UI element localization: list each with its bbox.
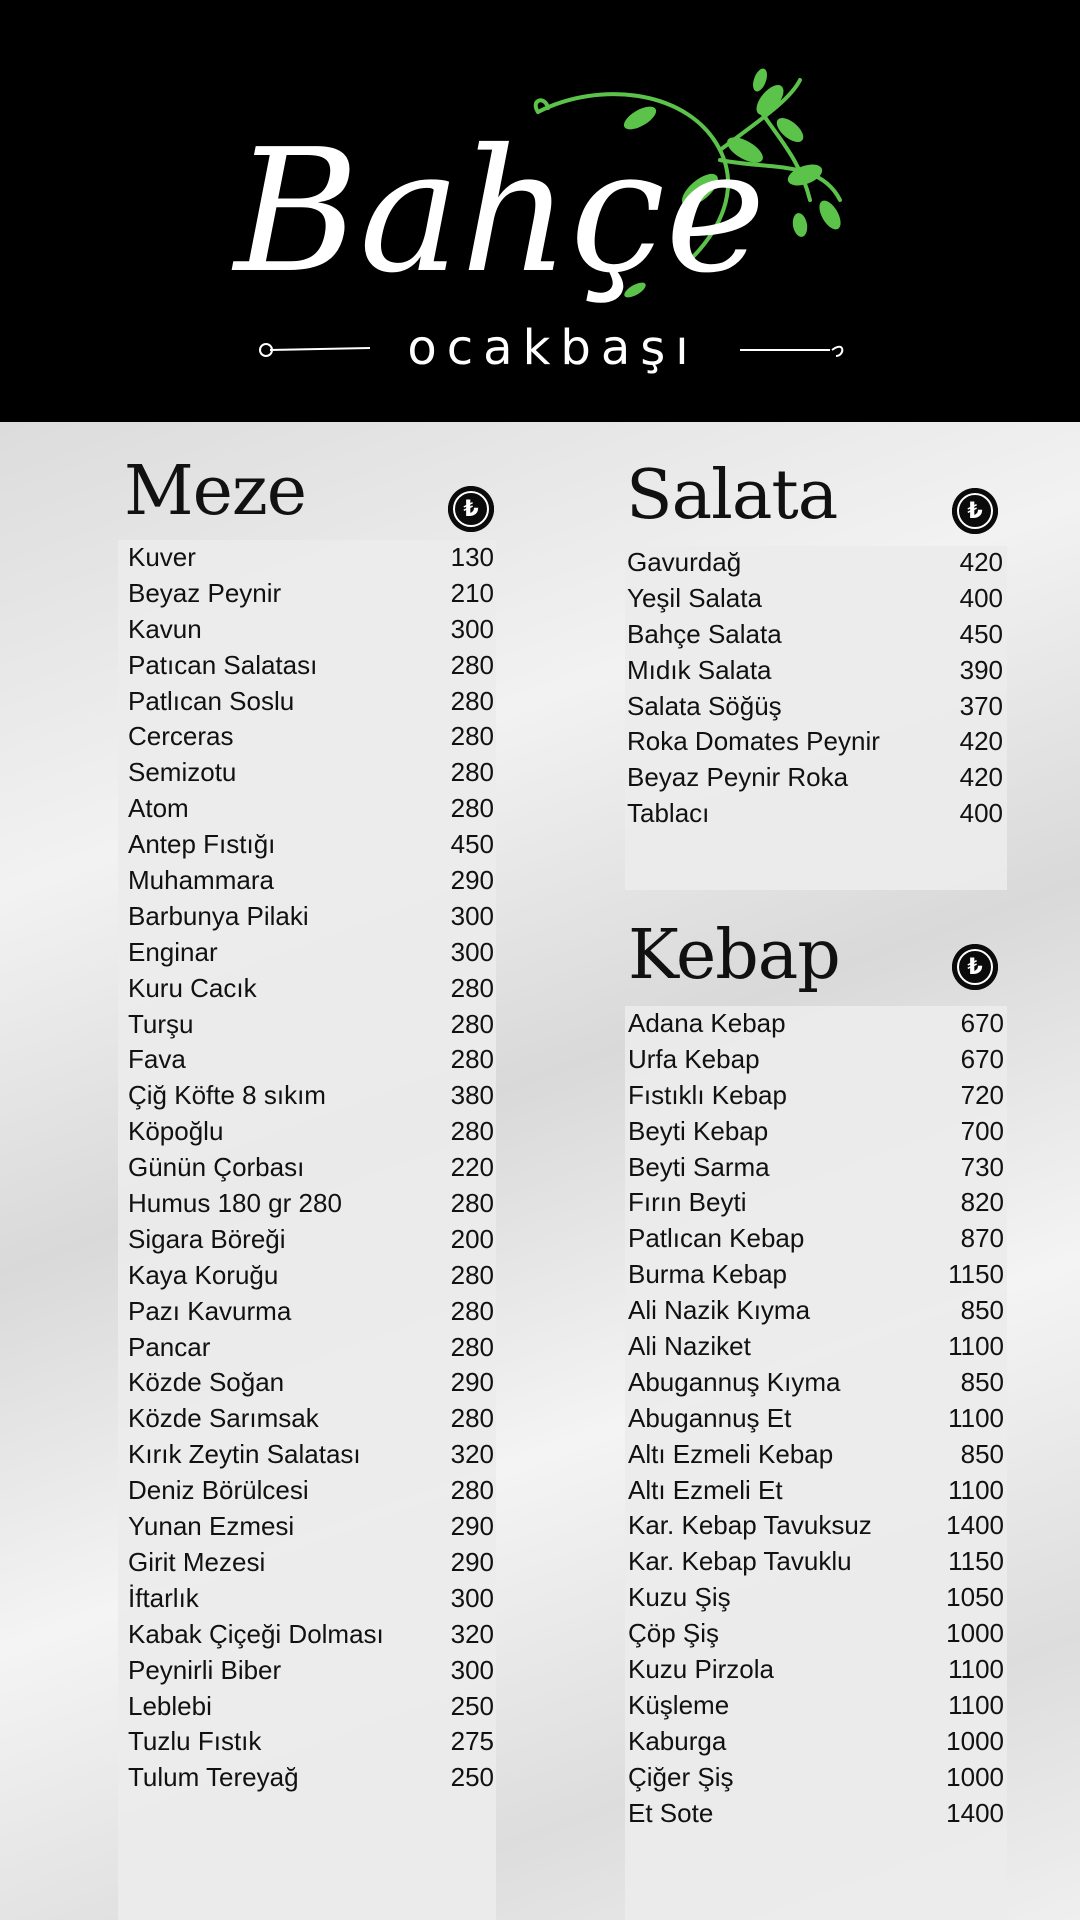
menu-item-name: Beyaz Peynir: [128, 577, 282, 608]
menu-item-price: 450: [450, 829, 494, 860]
menu-item-name: Tulum Tereyağ: [128, 1762, 299, 1793]
menu-item-name: Kar. Kebap Tavuklu: [628, 1546, 852, 1577]
menu-item: [628, 1042, 1004, 1078]
menu-item-price: 400: [959, 582, 1003, 613]
menu-item-price: 1100: [948, 1402, 1004, 1433]
menu-item-price: 370: [959, 690, 1003, 721]
menu-item-price: 1100: [948, 1474, 1004, 1505]
menu-item: [627, 796, 1003, 832]
menu-item-name: Tablacı: [627, 798, 710, 829]
menu-item-price: 700: [960, 1115, 1004, 1146]
menu-item-price: 280: [450, 1295, 494, 1326]
menu-item-price: 1100: [948, 1654, 1004, 1685]
menu-item-price: 850: [960, 1366, 1004, 1397]
kebap-list: [628, 1006, 1004, 1831]
menu-item-price: 130: [450, 542, 494, 572]
menu-item-price: 210: [450, 577, 494, 608]
menu-item-price: 380: [450, 1080, 494, 1111]
menu-item-price: 280: [450, 1475, 494, 1506]
menu-item-name: Kaburga: [628, 1725, 727, 1756]
menu-item: [628, 1652, 1004, 1688]
menu-item-name: Közde Sarımsak: [128, 1403, 319, 1434]
menu-item-name: Yunan Ezmesi: [128, 1511, 295, 1542]
menu-item-name: Kavun: [128, 613, 202, 644]
menu-item-price: 200: [450, 1223, 494, 1254]
menu-item-name: Kuver: [128, 542, 196, 572]
menu-item-name: Salata Söğüş: [627, 690, 782, 721]
menu-item: [128, 719, 494, 755]
menu-item-price: 870: [960, 1223, 1004, 1254]
menu-item-name: Çiğ Köfte 8 sıkım: [128, 1080, 326, 1111]
menu-item-price: 400: [959, 798, 1003, 829]
brand-title: Bahçe: [234, 113, 766, 311]
menu-item: [128, 1689, 494, 1725]
menu-item: [628, 1473, 1004, 1509]
menu-item-price: 220: [450, 1152, 494, 1183]
menu-item-name: Altı Ezmeli Et: [628, 1474, 783, 1505]
menu-item: [628, 1221, 1004, 1257]
menu-item: [128, 612, 494, 648]
menu-item-price: 670: [960, 1043, 1004, 1074]
menu-item-name: Et Sote: [628, 1797, 714, 1828]
brand-subtitle: ocakbaşı: [407, 320, 699, 376]
menu-item-name: Girit Mezesi: [128, 1546, 266, 1577]
menu-item: [128, 1437, 494, 1473]
section-title-salata: Salata: [626, 456, 838, 535]
menu-item: [128, 1509, 494, 1545]
menu-item-price: 420: [959, 762, 1003, 793]
menu-item: [128, 1007, 494, 1043]
menu-item-name: Adana Kebap: [628, 1008, 786, 1038]
menu-item-price: 280: [450, 1403, 494, 1434]
menu-item-price: 280: [450, 1259, 494, 1290]
menu-item: [628, 1401, 1004, 1437]
menu-item-name: Fıstıklı Kebap: [628, 1079, 787, 1110]
menu-item-price: 850: [960, 1438, 1004, 1469]
menu-item-price: 250: [450, 1762, 494, 1793]
menu-item-price: 300: [450, 936, 494, 967]
menu-item-name: Abugannuş Et: [628, 1402, 792, 1433]
menu-item-price: 290: [450, 865, 494, 896]
menu-item-name: Sigara Böreği: [128, 1223, 286, 1254]
menu-item-price: 280: [450, 793, 494, 824]
menu-item: [128, 576, 494, 612]
menu-item-name: Kaya Koruğu: [128, 1259, 279, 1290]
menu-item-name: Pancar: [128, 1331, 211, 1362]
menu-item-price: 300: [450, 613, 494, 644]
menu-item-name: Antep Fıstığı: [128, 829, 276, 860]
menu-item: [128, 1724, 494, 1760]
menu-item: [128, 1222, 494, 1258]
menu-item-name: Urfa Kebap: [628, 1043, 760, 1074]
menu-item: [128, 1294, 494, 1330]
menu-item: [128, 684, 494, 720]
menu-item-name: Bahçe Salata: [627, 618, 782, 649]
menu-item: [128, 1186, 494, 1222]
menu-item-name: Gavurdağ: [627, 547, 742, 577]
menu-item-price: 300: [450, 1582, 494, 1613]
menu-item-price: 850: [960, 1295, 1004, 1326]
menu-item-price: 730: [960, 1151, 1004, 1182]
menu-item-name: İftarlık: [128, 1582, 199, 1613]
menu-item-name: Kar. Kebap Tavuksuz: [628, 1510, 872, 1541]
menu-item-name: Burma Kebap: [628, 1259, 787, 1290]
menu-item-price: 275: [450, 1726, 494, 1757]
section-title-meze: Meze: [124, 452, 306, 531]
menu-item-name: Beyaz Peynir Roka: [627, 762, 849, 793]
menu-item-price: 280: [450, 1044, 494, 1075]
menu-item-name: Peynirli Biber: [128, 1654, 282, 1685]
salata-list: [627, 545, 1003, 832]
menu-item-name: Mıdık Salata: [627, 654, 772, 685]
menu-item: [128, 1365, 494, 1401]
menu-item-name: Enginar: [128, 936, 218, 967]
menu-item-name: Roka Domates Peynir: [627, 726, 880, 757]
menu-item: [128, 899, 494, 935]
menu-item: [627, 545, 1003, 581]
menu-item-price: 280: [450, 721, 494, 752]
menu-item-price: 1400: [946, 1797, 1004, 1828]
menu-item-price: 1100: [948, 1689, 1004, 1720]
menu-item-name: Barbunya Pilaki: [128, 900, 309, 931]
menu-item: [628, 1185, 1004, 1221]
menu-item-price: 300: [450, 1654, 494, 1685]
menu-item: [128, 540, 494, 576]
menu-item: [628, 1293, 1004, 1329]
menu-item: [128, 1150, 494, 1186]
menu-item: [128, 755, 494, 791]
menu-item: [628, 1329, 1004, 1365]
menu-item: [128, 1545, 494, 1581]
menu-item: [128, 1078, 494, 1114]
menu-item-name: Kuzu Pirzola: [628, 1654, 774, 1685]
menu-item-price: 1150: [948, 1259, 1004, 1290]
menu-item-name: Çöp Şiş: [628, 1618, 720, 1649]
menu-item-price: 1000: [946, 1761, 1004, 1792]
menu-item-price: 1000: [946, 1725, 1004, 1756]
menu-item-name: Beyti Sarma: [628, 1151, 770, 1182]
menu-item-price: 320: [450, 1439, 494, 1470]
menu-item-price: 670: [960, 1008, 1004, 1038]
turkish-lira-icon: ₺: [952, 944, 998, 990]
menu-item: [628, 1114, 1004, 1150]
menu-item-price: 280: [450, 1188, 494, 1219]
menu-item-name: Kuzu Şiş: [628, 1582, 731, 1613]
menu-item-name: Abugannuş Kıyma: [628, 1366, 841, 1397]
section-title-kebap: Kebap: [628, 916, 840, 995]
turkish-lira-icon: ₺: [448, 486, 494, 532]
menu-item-name: Cerceras: [128, 721, 234, 752]
menu-item-price: 320: [450, 1618, 494, 1649]
menu-item: [628, 1365, 1004, 1401]
menu-item-price: 280: [450, 972, 494, 1003]
menu-item-name: Patıcan Salatası: [128, 649, 318, 680]
menu-item-price: 450: [959, 618, 1003, 649]
menu-item: [128, 1760, 494, 1796]
header: [0, 0, 1080, 422]
menu-item-name: Humus 180 gr 280: [128, 1188, 342, 1219]
menu-item-name: Köpoğlu: [128, 1116, 224, 1147]
menu-item-price: 720: [960, 1079, 1004, 1110]
menu-item: [628, 1150, 1004, 1186]
menu-item-price: 1000: [946, 1618, 1004, 1649]
menu-item-price: 290: [450, 1511, 494, 1542]
menu-item-name: Çiğer Şiş: [628, 1761, 734, 1792]
menu-item-price: 280: [450, 649, 494, 680]
menu-item: [128, 648, 494, 684]
menu-item-name: Tuzlu Fıstık: [128, 1726, 262, 1757]
meze-list: [128, 540, 494, 1796]
menu-item-price: 1050: [946, 1582, 1004, 1613]
menu-item-name: Fırın Beyti: [628, 1187, 747, 1218]
menu-item-name: Ali Naziket: [628, 1331, 751, 1362]
menu-item-price: 1150: [948, 1546, 1004, 1577]
menu-item-name: Leblebi: [128, 1690, 212, 1721]
menu-item: [628, 1257, 1004, 1293]
menu-item: [627, 724, 1003, 760]
menu-item-name: Atom: [128, 793, 189, 824]
menu-item-name: Beyti Kebap: [628, 1115, 769, 1146]
menu-item: [128, 791, 494, 827]
menu-item-price: 280: [450, 1008, 494, 1039]
menu-item-name: Kabak Çiçeği Dolması: [128, 1618, 384, 1649]
menu-item-name: Patlıcan Kebap: [628, 1223, 805, 1254]
menu-item: [128, 1581, 494, 1617]
turkish-lira-icon: ₺: [952, 488, 998, 534]
menu-item-name: Altı Ezmeli Kebap: [628, 1438, 834, 1469]
menu-item: [628, 1724, 1004, 1760]
menu-item-name: Turşu: [128, 1008, 194, 1039]
menu-item-price: 280: [450, 1116, 494, 1147]
menu-item: [128, 827, 494, 863]
menu-item: [628, 1006, 1004, 1042]
menu-item: [627, 653, 1003, 689]
menu-item-price: 250: [450, 1690, 494, 1721]
menu-item-price: 280: [450, 1331, 494, 1362]
menu-item: [128, 1401, 494, 1437]
menu-item: [128, 935, 494, 971]
menu-item: [128, 1473, 494, 1509]
menu-item-price: 280: [450, 757, 494, 788]
menu-item-price: 290: [450, 1367, 494, 1398]
menu-item-name: Kuru Cacık: [128, 972, 257, 1003]
menu-item: [628, 1078, 1004, 1114]
menu-item-price: 290: [450, 1546, 494, 1577]
menu-item: [128, 971, 494, 1007]
menu-item-name: Fava: [128, 1044, 186, 1075]
menu-item: [627, 581, 1003, 617]
menu-item: [128, 1114, 494, 1150]
menu-item: [128, 1042, 494, 1078]
menu-item-price: 1400: [946, 1510, 1004, 1541]
menu-item: [628, 1508, 1004, 1544]
menu-item-price: 280: [450, 685, 494, 716]
menu-item: [627, 760, 1003, 796]
menu-item-price: 420: [959, 547, 1003, 577]
menu-item-name: Kırık Zeytin Salatası: [128, 1439, 361, 1470]
menu-item: [628, 1544, 1004, 1580]
menu-item-name: Deniz Börülcesi: [128, 1475, 309, 1506]
menu-item: [628, 1796, 1004, 1832]
menu-item: [128, 1617, 494, 1653]
menu-item: [128, 1258, 494, 1294]
menu-item-price: 300: [450, 900, 494, 931]
menu-item-price: 390: [959, 654, 1003, 685]
menu-item: [628, 1437, 1004, 1473]
menu-item: [128, 1653, 494, 1689]
menu-item: [628, 1580, 1004, 1616]
menu-item-name: Patlıcan Soslu: [128, 685, 295, 716]
menu-item-name: Yeşil Salata: [627, 582, 762, 613]
menu-item-name: Pazı Kavurma: [128, 1295, 292, 1326]
menu-item: [128, 863, 494, 899]
menu-item-name: Muhammara: [128, 865, 274, 896]
menu-item-price: 1100: [948, 1331, 1004, 1362]
menu-item-name: Semizotu: [128, 757, 237, 788]
menu-item-name: Küşleme: [628, 1689, 730, 1720]
menu-item: [627, 689, 1003, 725]
menu-item-name: Közde Soğan: [128, 1367, 285, 1398]
menu-item-name: Ali Nazik Kıyma: [628, 1295, 811, 1326]
bahce-logo: [0, 0, 1080, 422]
menu-item: [128, 1330, 494, 1366]
menu-item-price: 820: [960, 1187, 1004, 1218]
menu-item: [628, 1760, 1004, 1796]
menu-item: [627, 617, 1003, 653]
menu-item-name: Günün Çorbası: [128, 1152, 305, 1183]
menu-item: [628, 1688, 1004, 1724]
menu-item: [628, 1616, 1004, 1652]
menu-item-price: 420: [959, 726, 1003, 757]
